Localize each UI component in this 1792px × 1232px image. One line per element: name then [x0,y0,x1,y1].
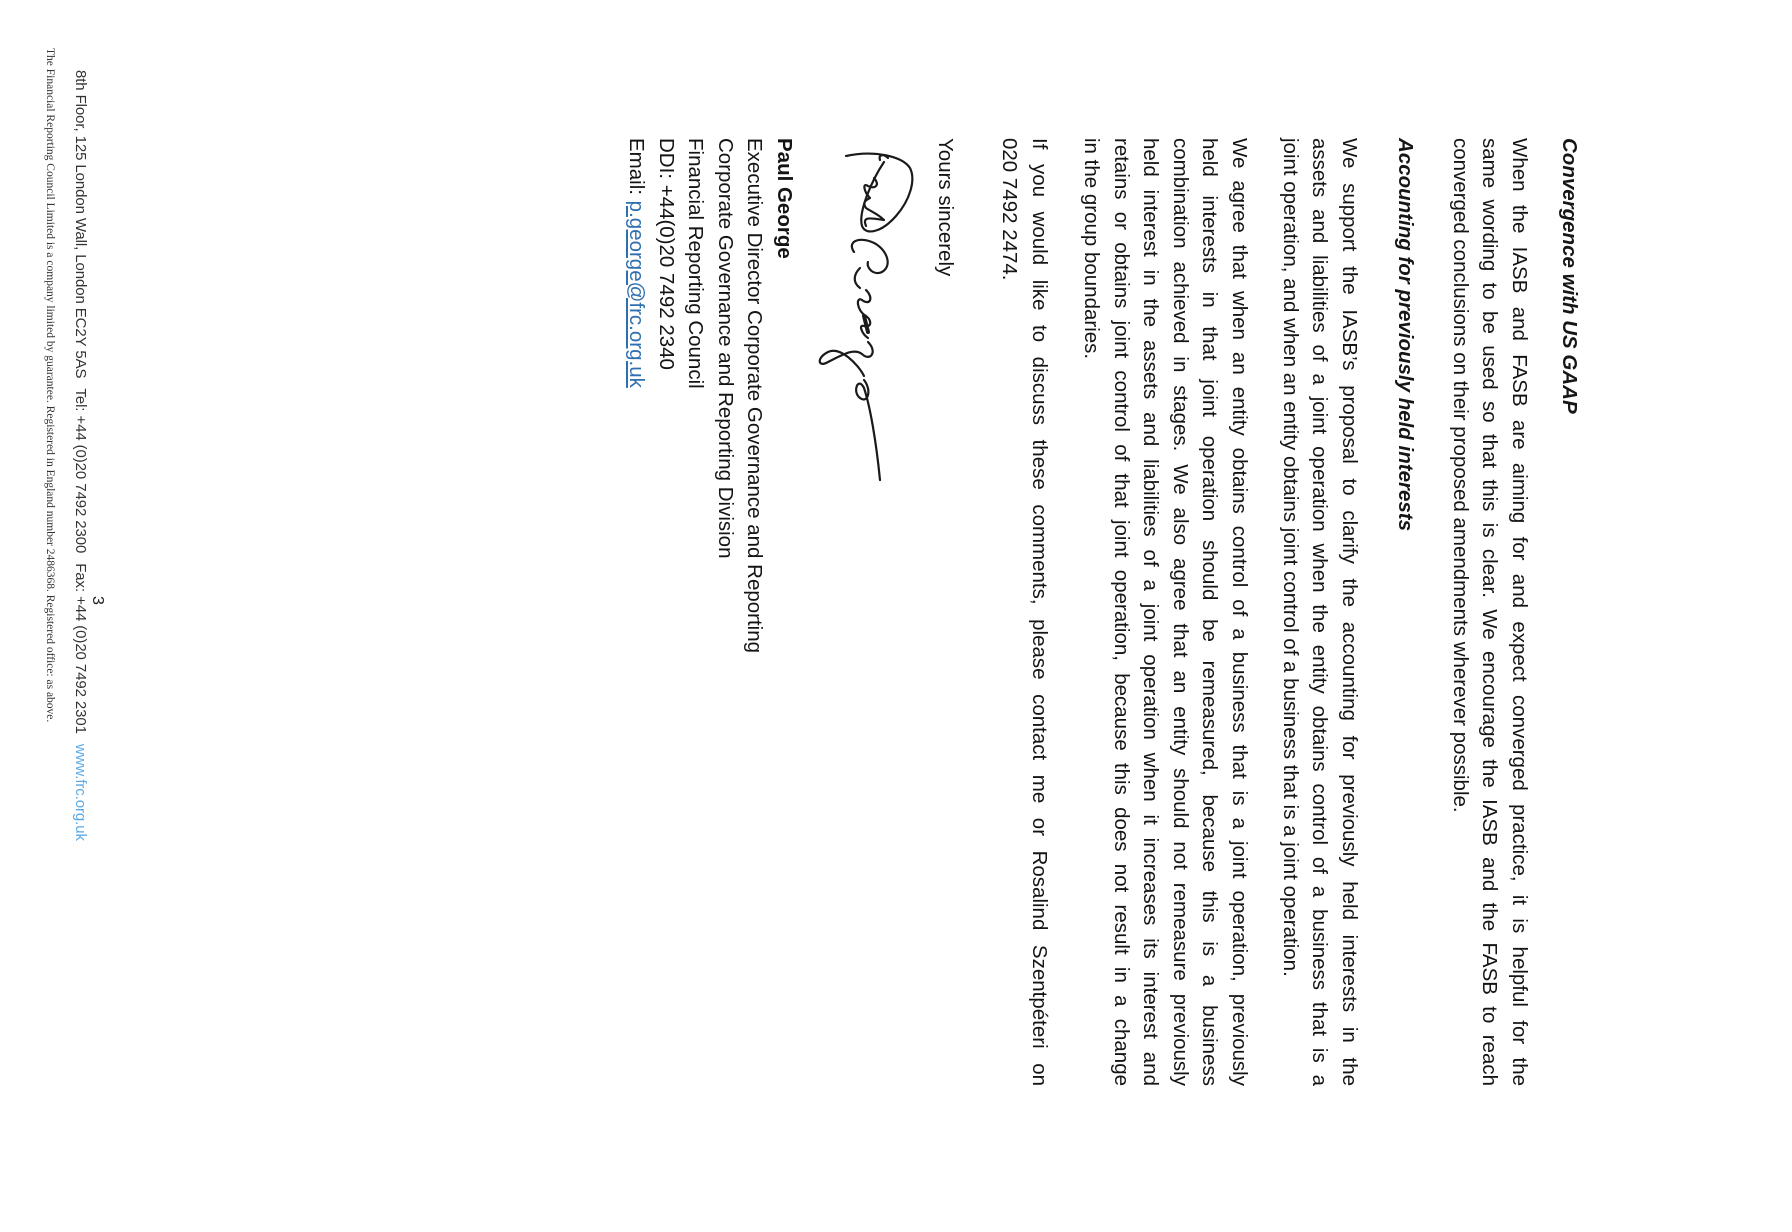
ddi-number: +44(0)20 7492 2340 [655,184,678,370]
paragraph-line: We support the IASB’s proposal to clarify the accounting for previously held interests in the [1338,138,1361,1086]
paragraph-line: 020 7492 2474. [998,138,1022,281]
paragraph-line: in the group boundaries. [1080,138,1104,360]
paragraph-line: When the IASB and FASB are aiming for and expect converged practice, it is helpful for the [1508,138,1531,1086]
signatory-block [622,138,799,653]
footer-tel: Tel: +44 (0)20 7492 2300 [72,388,89,554]
paragraph-line: held interests in that joint operation should be remeasured, because this is a business [1198,138,1222,1086]
signatory-email [622,138,652,653]
paragraph-line: combination achieved in stages. We also agree that an entity should not remeasure previously [1169,138,1192,1086]
footer-address-line [70,70,90,841]
email-label: Email: [625,138,649,195]
paragraph-convergence [1446,138,1535,1086]
footer-fax: Fax: +44 (0)20 7492 2301 [72,563,89,734]
paragraph-support-proposal [1276,138,1365,1086]
paragraph-line: If you would like to discuss these comments, please contact me or Rosalind Szentpéteri on [1028,138,1051,1086]
section-heading-previously-held-interests: Accounting for previously held interests [1394,138,1417,531]
paragraph-line: held interest in the assets and liabilities of a joint operation when it increases its interest and [1139,138,1163,1086]
paragraph-line: converged conclusions on their proposed amendments wherever possible. [1449,138,1472,813]
closing-salutation [931,138,961,1086]
paragraph-contact [995,138,1054,1086]
paragraph-line: same wording to be used so that this is clear. We encourage the IASB and the FASB to reach [1478,138,1502,1086]
footer-address: 8th Floor, 125 London Wall, London EC2Y 5AS [72,70,89,379]
closing-text: Yours sincerely [934,138,957,277]
signatory-title: Executive Director Corporate Governance and Reporting [743,138,767,654]
paragraph-line: assets and liabilities of a joint operation when the entity obtains control of a business that is a [1308,138,1332,1086]
page-number: 3 [89,596,106,605]
paragraph-agree-remeasure [1077,138,1254,1086]
paragraph-line: retains or obtains joint control of that joint operation, because this does not result in a change [1110,138,1133,1086]
section-heading-convergence: Convergence with US GAAP [1558,138,1581,414]
signatory-ddi [652,138,682,653]
footer-website-link[interactable]: www.frc.org.uk [72,743,89,841]
email-link[interactable]: p.george@frc.org.uk [625,200,649,388]
handwritten-signature [814,140,924,500]
footer-legal-notice: The Financial Reporting Council Limited is a company limited by guarantee. Registered in England number 2486368. Registered office: as above. [44,48,56,723]
paragraph-line: We agree that when an entity obtains control of a business that is a joint operation, previously [1228,138,1251,1086]
signatory-organisation: Financial Reporting Council [684,138,708,389]
paragraph-line: joint operation, and when an entity obtains joint control of a business that is a joint operation. [1279,138,1302,977]
signatory-division: Corporate Governance and Reporting Division [714,138,737,559]
signatory-name: Paul George [773,138,796,259]
ddi-label: DDI: [655,138,678,179]
